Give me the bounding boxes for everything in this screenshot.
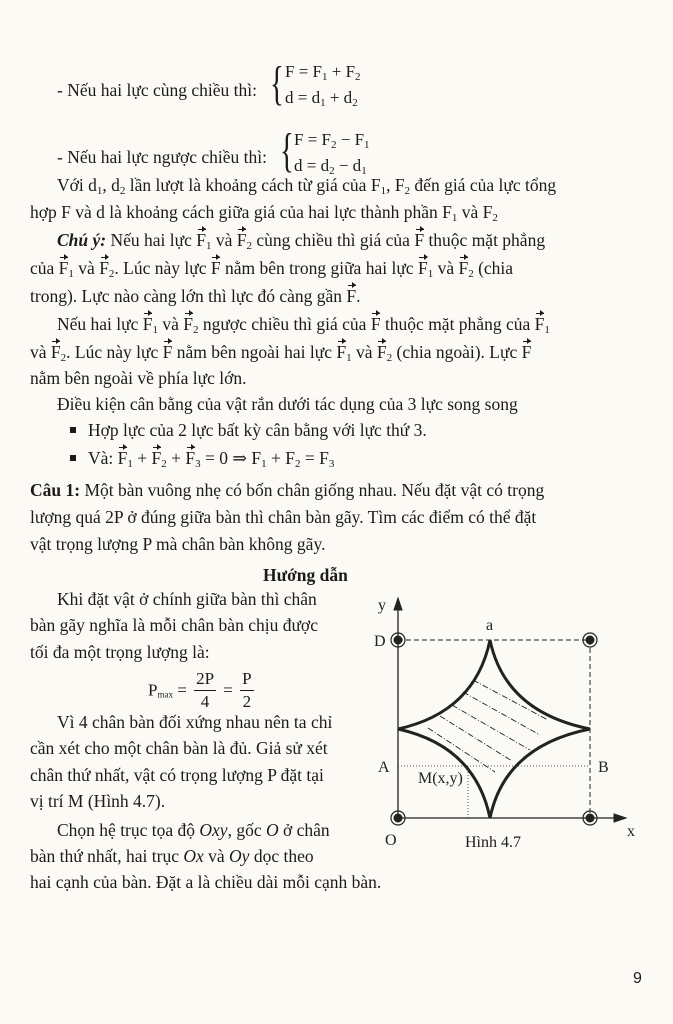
label-A: A xyxy=(378,759,390,776)
text-line xyxy=(30,871,381,893)
text-segment: Điều kiện cân bằng của vật rắn dưới tác dụng của 3 lực song song xyxy=(57,394,518,414)
text-line xyxy=(30,367,247,389)
text-segment: nằm bên ngoài hai lực xyxy=(172,342,337,362)
text-segment: Một bàn vuông nhẹ có bốn chân giống nhau. Nếu đặt vật có trọng xyxy=(80,480,545,500)
text-line xyxy=(30,641,210,663)
text-segment: và xyxy=(73,258,100,278)
text-segment: Và: xyxy=(88,448,118,468)
bullet-icon xyxy=(70,455,76,461)
text-segment: . Lúc này lực xyxy=(114,258,211,278)
text-line xyxy=(30,737,328,759)
bullet-item xyxy=(70,419,427,441)
label-B: B xyxy=(598,759,609,776)
text-segment: đến giá của lực tổng xyxy=(410,175,557,195)
y-axis-arrow xyxy=(394,598,402,610)
text-segment: thuộc mặt phẳng của xyxy=(380,314,535,334)
vector-symbol: $F_1$ xyxy=(142,314,159,336)
brace: { xyxy=(270,57,284,110)
label-x: x xyxy=(627,823,635,840)
text-line xyxy=(57,313,550,335)
vector-symbol: $F_2$ xyxy=(50,342,67,364)
system-1-eq1: $F = F_1 + F_2$ xyxy=(285,62,361,83)
text-segment: Khi đặt vật ở chính giữa bàn thì chân xyxy=(57,589,317,609)
text-segment: và xyxy=(351,342,377,362)
figure-caption: Hình 4.7 xyxy=(465,834,521,851)
text-line xyxy=(30,790,165,812)
text-segment: thuộc mặt phẳng xyxy=(424,230,546,250)
text-segment: + F xyxy=(266,448,295,468)
text-segment: bàn gãy nghĩa là mỗi chân bàn chịu được xyxy=(30,615,318,635)
text-segment: tối đa một trọng lượng là: xyxy=(30,642,210,662)
hatching xyxy=(428,680,548,772)
text-segment: và xyxy=(158,314,184,334)
vector-symbol: $F_2$ xyxy=(99,258,115,280)
text-segment: dọc theo xyxy=(249,846,314,866)
text-segment: vị trí M (Hình 4.7). xyxy=(30,791,166,811)
system-1-label: - Nếu hai lực cùng chiều thì: xyxy=(57,80,257,100)
vector-symbol: $F_2$ xyxy=(151,448,167,470)
subscript: 2 xyxy=(492,212,498,224)
system-2-eq1: $F = F_2 - F_1$ xyxy=(294,130,370,151)
text-segment: vật trọng lượng P mà chân bàn không gãy. xyxy=(30,534,326,554)
text-line xyxy=(30,845,314,867)
text-segment: lần lượt là khoảng cách từ giá của F xyxy=(125,175,381,195)
system-2-label: - Nếu hai lực ngược chiều thì: xyxy=(57,147,267,167)
text-line xyxy=(30,257,513,279)
text-segment: (chia xyxy=(473,258,514,278)
text-line xyxy=(57,229,545,251)
text-segment: và xyxy=(30,342,51,362)
text-segment: Oxy xyxy=(199,820,228,840)
page-number: 9 xyxy=(633,970,642,987)
text-segment: Với d xyxy=(57,175,97,195)
text-segment: O xyxy=(266,820,279,840)
text-line xyxy=(57,174,556,196)
vector-symbol: $F_1$ xyxy=(336,342,352,364)
text-segment: hai cạnh của bàn. Đặt a là chiều dài mỗi cạnh bàn. xyxy=(30,872,382,892)
vector-symbol: F xyxy=(370,314,381,334)
text-segment: và xyxy=(433,258,459,278)
vector-symbol: $F_1$ xyxy=(417,258,434,280)
text-segment: Nếu hai lực xyxy=(106,230,197,250)
vector-symbol: $F_1$ xyxy=(117,448,133,470)
subscript: 1 xyxy=(451,212,458,224)
subscript: 2 xyxy=(119,185,126,197)
vector-symbol: F xyxy=(162,342,173,362)
text-line xyxy=(30,479,544,501)
text-segment: Nếu hai lực xyxy=(57,314,143,334)
text-line xyxy=(30,614,318,636)
system-1-eq2: $d = d_1 + d_2$ xyxy=(285,88,358,109)
text-segment: cần xét cho một chân bàn là đủ. Giả sử xét xyxy=(30,738,328,758)
text-line xyxy=(57,711,332,733)
text-segment: và xyxy=(203,846,230,866)
text-segment: của xyxy=(30,258,59,278)
text-segment: ở chân xyxy=(278,820,330,840)
vector-symbol: F xyxy=(414,230,425,250)
text-segment: chân thứ nhất, vật có trọng lượng P đặt tại xyxy=(30,765,324,785)
pmax-formula: $P_{max}$ = $\frac{2P}{4}$ = $\frac{P}{2}$ xyxy=(148,669,252,711)
text-segment: ngược chiều thì giá của xyxy=(198,314,371,334)
text-segment: và xyxy=(211,230,237,250)
label-a: a xyxy=(486,617,494,634)
text-line xyxy=(30,201,498,223)
text-segment: Hợp lực của 2 lực bất kỳ cân bằng với lực thứ 3. xyxy=(88,420,427,440)
text-segment: (chia ngoài). Lực xyxy=(392,342,522,362)
text-segment: Câu 1: xyxy=(30,480,81,500)
subscript: 1 xyxy=(380,185,387,197)
text-segment: Chú ý: xyxy=(57,230,107,250)
label-y: y xyxy=(378,597,386,614)
bullet-icon xyxy=(70,427,76,433)
text-segment: trong). Lực nào càng lớn thì lực đó càng gần xyxy=(30,286,347,306)
text-line xyxy=(263,564,348,586)
x-axis-arrow xyxy=(614,814,626,822)
subscript: 1 xyxy=(96,185,103,197)
vector-symbol: $F_2$ xyxy=(183,314,199,336)
text-segment: Vì 4 chân bàn đối xứng nhau nên ta chỉ xyxy=(57,712,333,732)
text-segment: lượng quá 2P ở đúng giữa bàn thì chân bàn gãy. Tìm các điểm có thể đặt xyxy=(30,507,537,527)
text-line xyxy=(57,588,317,610)
subscript: 2 xyxy=(404,185,411,197)
label-O: O xyxy=(385,832,397,849)
text-segment: nằm bên trong giữa hai lực xyxy=(220,258,418,278)
brace: { xyxy=(280,124,294,177)
text-line xyxy=(30,341,531,363)
text-segment: , gốc xyxy=(227,820,266,840)
subscript: 1 xyxy=(261,458,267,470)
text-line xyxy=(30,506,536,528)
text-segment: Ox xyxy=(183,846,204,866)
vector-symbol: $F_3$ xyxy=(185,448,201,470)
vector-symbol: F xyxy=(521,342,532,362)
text-segment: , d xyxy=(102,175,120,195)
subscript: 3 xyxy=(328,458,335,470)
text-line xyxy=(30,533,325,555)
text-line xyxy=(30,285,361,307)
vector-symbol: $F_1$ xyxy=(58,258,74,280)
text-segment: = 0 ⇒ F xyxy=(200,448,262,468)
text-segment: Oy xyxy=(229,846,250,866)
text-line xyxy=(30,764,324,786)
text-segment: cùng chiều thì giá của xyxy=(252,230,415,250)
subscript: 2 xyxy=(294,458,301,470)
text-segment: = F xyxy=(300,448,329,468)
vector-symbol: $F_2$ xyxy=(376,342,393,364)
text-segment: nằm bên ngoài về phía lực lớn. xyxy=(30,368,247,388)
vector-symbol: F xyxy=(346,286,357,306)
vector-symbol: $F_2$ xyxy=(236,230,253,252)
text-line xyxy=(57,393,518,415)
text-segment: . Lúc này lực xyxy=(66,342,163,362)
text-segment: , F xyxy=(386,175,405,195)
text-segment: hợp F và d là khoảng cách giữa giá của hai lực thành phần F xyxy=(30,202,452,222)
text-segment: Chọn hệ trục tọa độ xyxy=(57,820,200,840)
vector-symbol: $F_2$ xyxy=(458,258,474,280)
text-segment: . xyxy=(356,286,361,306)
text-segment: Hướng dẫn xyxy=(263,565,348,585)
bullet-item xyxy=(70,447,334,469)
label-M: M(x,y) xyxy=(418,770,463,787)
label-D: D xyxy=(374,633,386,650)
vector-symbol: $F_1$ xyxy=(534,314,550,336)
text-segment: + xyxy=(132,448,152,468)
text-line xyxy=(57,819,330,841)
system-2-eq2: $d = d_2 - d_1$ xyxy=(294,156,367,177)
text-segment: và F xyxy=(457,202,493,222)
text-segment: + xyxy=(166,448,186,468)
text-segment: bàn thứ nhất, hai trục xyxy=(30,846,184,866)
vector-symbol: $F_1$ xyxy=(196,230,212,252)
vector-symbol: F xyxy=(210,258,221,278)
